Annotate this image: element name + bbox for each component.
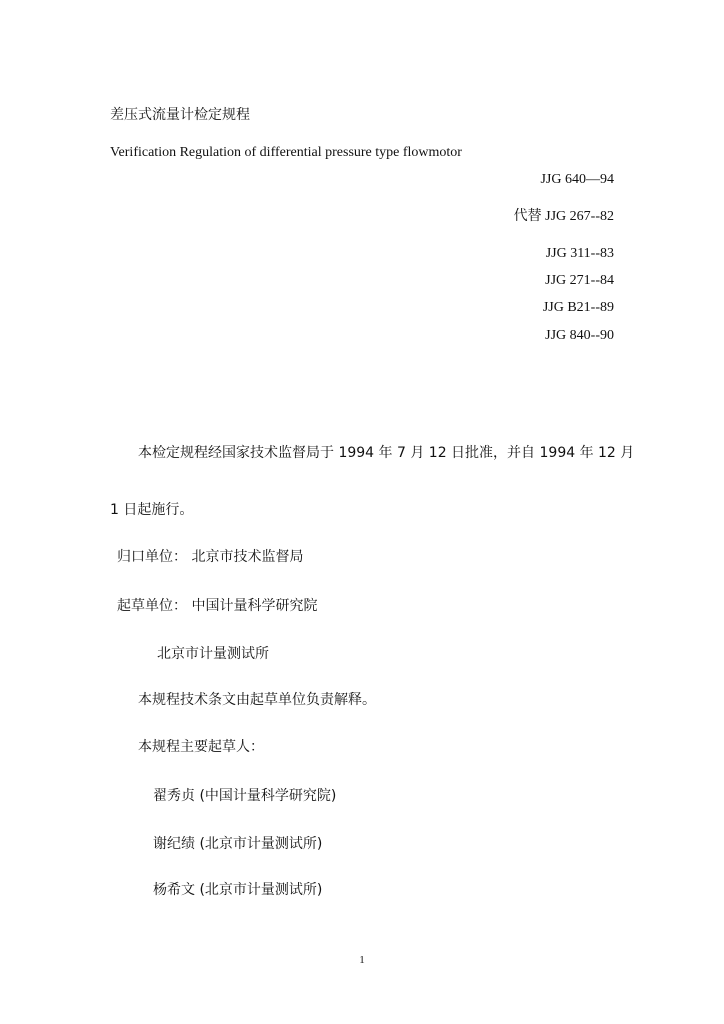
regulation-code: JJG 640—94 — [540, 172, 614, 187]
replaces-line-4: JJG B21--89 — [542, 300, 614, 315]
replaces-line-5: JJG 840--90 — [545, 328, 614, 343]
drafter-item: 翟秀贞 (中国计量科学研究院) — [153, 788, 337, 804]
drafting-unit-primary: 起草单位： 中国计量科学研究院 — [117, 598, 318, 614]
replaces-line-3: JJG 271--84 — [545, 273, 614, 288]
replaces-line-1: 代替 JJG 267--82 — [513, 209, 614, 224]
interpretation-note: 本规程技术条文由起草单位负责解释。 — [138, 692, 376, 708]
page-number: 1 — [359, 954, 365, 966]
document-title-chinese: 差压式流量计检定规程 — [110, 107, 250, 123]
responsible-unit: 归口单位： 北京市技术监督局 — [117, 549, 304, 565]
drafter-item: 杨希文 (北京市计量测试所) — [153, 882, 323, 898]
drafting-unit-secondary: 北京市计量测试所 — [157, 646, 269, 662]
document-title-english: Verification Regulation of differential pressure type flowmotor — [110, 145, 462, 160]
approval-text-line-2: 1 日起施行。 — [110, 502, 194, 518]
drafters-heading: 本规程主要起草人： — [138, 739, 264, 755]
replaces-line-2: JJG 311--83 — [545, 246, 614, 261]
approval-text-line-1: 本检定规程经国家技术监督局于 1994 年 7 月 12 日批准，并自 1994 年 12 月 — [138, 445, 635, 461]
drafter-item: 谢纪绩 (北京市计量测试所) — [153, 836, 323, 852]
